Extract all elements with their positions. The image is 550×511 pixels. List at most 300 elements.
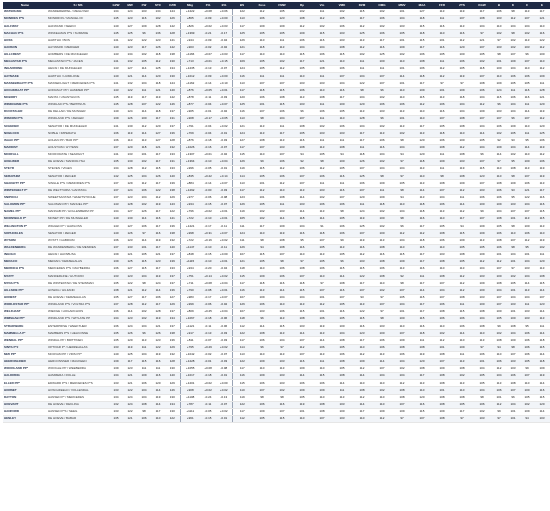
value-cell: 103 <box>452 158 472 165</box>
value-cell: 97 <box>452 416 472 423</box>
value-cell: 97 <box>392 158 412 165</box>
table-row[interactable] <box>3 166 550 173</box>
value-cell: 114 <box>151 401 165 408</box>
value-cell: 111 <box>137 366 151 373</box>
value-cell: +961 <box>180 416 200 423</box>
table-row[interactable] <box>3 80 550 87</box>
value-cell: 128 <box>165 137 180 144</box>
column-header[interactable]: FMW <box>272 2 292 9</box>
value-cell: 106 <box>272 273 292 280</box>
value-cell: 118 <box>252 280 272 287</box>
column-header[interactable]: F% <box>200 2 216 9</box>
pedigree-cell: HOLSTIUM / HYTENN <box>47 144 109 151</box>
value-cell: 135 <box>109 337 123 344</box>
value-cell: 130 <box>123 216 137 223</box>
value-cell: 113 <box>432 9 452 16</box>
column-header[interactable]: BS <box>232 2 252 9</box>
value-cell: 126 <box>123 230 137 237</box>
value-cell: 109 <box>452 237 472 244</box>
table-row[interactable] <box>3 123 550 130</box>
column-header[interactable]: STC <box>151 2 165 9</box>
table-row[interactable] <box>3 116 550 123</box>
value-cell: 121 <box>312 58 332 65</box>
table-row[interactable] <box>3 223 550 230</box>
column-header[interactable]: ZTS <box>452 2 472 9</box>
value-cell: 107 <box>292 180 312 187</box>
value-cell: 119 <box>312 323 332 330</box>
pedigree-cell: DE HOEVE / DEKLINA <box>47 401 109 408</box>
value-cell: +0.02 <box>216 273 232 280</box>
value-cell: 115 <box>452 308 472 315</box>
value-cell: 111 <box>372 187 392 194</box>
value-cell: +722 <box>180 216 200 223</box>
value-cell: 110 <box>452 130 472 137</box>
table-row[interactable] <box>3 158 550 165</box>
value-cell: 108 <box>432 401 452 408</box>
table-row[interactable] <box>3 144 550 151</box>
value-cell: 111 <box>312 116 332 123</box>
value-cell: 110 <box>412 387 432 394</box>
column-header[interactable]: KGW <box>472 2 492 9</box>
value-cell: 97 <box>372 294 392 301</box>
bull-name-cell: SERAPHIM <box>3 173 47 180</box>
value-cell: 127 <box>151 130 165 137</box>
table-row[interactable] <box>3 87 550 94</box>
value-cell: 140 <box>165 244 180 251</box>
value-cell: +787 <box>180 401 200 408</box>
value-cell: -0.07 <box>216 66 232 73</box>
value-cell: 113 <box>452 358 472 365</box>
table-row[interactable] <box>3 316 550 323</box>
value-cell: 104 <box>392 208 412 215</box>
value-cell: 96 <box>137 30 151 37</box>
table-row[interactable] <box>3 201 550 208</box>
value-cell: 103 <box>292 80 312 87</box>
value-cell: 96 <box>292 108 312 115</box>
value-cell: 113 <box>312 251 332 258</box>
value-cell: 106 <box>520 330 534 337</box>
value-cell: +0.14 <box>200 273 216 280</box>
value-cell: 129 <box>165 380 180 387</box>
value-cell: 101 <box>506 216 520 223</box>
table-row[interactable] <box>3 380 550 387</box>
value-cell: -0.03 <box>216 187 232 194</box>
table-row[interactable] <box>3 258 550 265</box>
value-cell: +713 <box>180 58 200 65</box>
value-cell: 118 <box>232 316 252 323</box>
value-cell: 95 <box>520 323 534 330</box>
value-cell: 115 <box>272 416 292 423</box>
value-cell: 117 <box>412 258 432 265</box>
value-cell: 114 <box>534 308 550 315</box>
table-row[interactable] <box>3 216 550 223</box>
bull-name-cell: HAYMAKE <box>3 73 47 80</box>
value-cell: 117 <box>332 94 352 101</box>
table-row[interactable] <box>3 101 550 108</box>
value-cell: 111 <box>534 323 550 330</box>
value-cell: 122 <box>123 408 137 415</box>
value-cell: 123 <box>472 173 492 180</box>
value-cell: +1399 <box>180 30 200 37</box>
value-cell: 122 <box>151 344 165 351</box>
table-row[interactable] <box>3 194 550 201</box>
pedigree-cell: WINKELMAN P*S / SUMMOE <box>47 30 109 37</box>
table-row[interactable] <box>3 408 550 415</box>
table-row[interactable] <box>3 416 550 423</box>
value-cell: 138 <box>165 51 180 58</box>
value-cell: 105 <box>312 244 332 251</box>
value-cell: 108 <box>272 237 292 244</box>
value-cell: 94 <box>392 194 412 201</box>
value-cell: 102 <box>252 208 272 215</box>
table-row[interactable] <box>3 351 550 358</box>
value-cell: 108 <box>372 258 392 265</box>
value-cell: +0.04 <box>216 280 232 287</box>
value-cell: 121 <box>472 37 492 44</box>
value-cell: 102 <box>392 366 412 373</box>
value-cell: 109 <box>272 23 292 30</box>
value-cell: 112 <box>392 230 412 237</box>
value-cell: 114 <box>534 351 550 358</box>
table-row[interactable] <box>3 37 550 44</box>
value-cell: 121 <box>520 187 534 194</box>
value-cell: +751 <box>180 273 200 280</box>
value-cell: 133 <box>109 380 123 387</box>
value-cell: 105 <box>272 9 292 16</box>
value-cell: +0.04 <box>216 308 232 315</box>
value-cell: 96 <box>506 116 520 123</box>
table-row[interactable] <box>3 273 550 280</box>
table-row[interactable] <box>3 151 550 158</box>
value-cell: 117 <box>151 180 165 187</box>
table-row[interactable] <box>3 44 550 51</box>
value-cell: 101 <box>137 151 151 158</box>
table-row[interactable] <box>3 237 550 244</box>
value-cell: 102 <box>312 194 332 201</box>
value-cell: 100 <box>372 230 392 237</box>
value-cell: 117 <box>151 116 165 123</box>
value-cell: 134 <box>109 166 123 173</box>
table-row[interactable] <box>3 330 550 337</box>
value-cell: 115 <box>272 101 292 108</box>
value-cell: 118 <box>292 216 312 223</box>
value-cell: 121 <box>232 44 252 51</box>
bull-name-cell: STRADWARE <box>3 323 47 330</box>
value-cell: 107 <box>432 358 452 365</box>
table-row[interactable] <box>3 337 550 344</box>
value-cell: 104 <box>472 266 492 273</box>
column-header[interactable]: B <box>492 2 506 9</box>
table-row[interactable] <box>3 58 550 65</box>
value-cell: 102 <box>492 30 506 37</box>
value-cell: 117 <box>412 308 432 315</box>
bull-name-cell: MYDA P*S <box>3 280 47 287</box>
value-cell: 129 <box>123 180 137 187</box>
value-cell: 112 <box>151 58 165 65</box>
column-header[interactable]: FFR <box>432 2 452 9</box>
value-cell: 118 <box>352 151 372 158</box>
value-cell: 98 <box>272 394 292 401</box>
value-cell: 112 <box>137 287 151 294</box>
value-cell: 108 <box>292 16 312 23</box>
table-row[interactable] <box>3 187 550 194</box>
value-cell: 117 <box>232 87 252 94</box>
value-cell: 116 <box>352 323 372 330</box>
table-row[interactable] <box>3 294 550 301</box>
value-cell: 142 <box>109 173 123 180</box>
value-cell: 119 <box>232 394 252 401</box>
table-row[interactable] <box>3 108 550 115</box>
value-cell: 103 <box>332 130 352 137</box>
value-cell: +1012 <box>180 73 200 80</box>
column-header[interactable]: OMG <box>372 2 392 9</box>
value-cell: 101 <box>252 101 272 108</box>
table-row[interactable] <box>3 51 550 58</box>
value-cell: +1111 <box>180 408 200 415</box>
value-cell: 119 <box>534 166 550 173</box>
value-cell: -0.07 <box>216 144 232 151</box>
column-header[interactable]: DZM <box>352 2 372 9</box>
value-cell: 113 <box>352 108 372 115</box>
value-cell: 145 <box>109 30 123 37</box>
value-cell: 129 <box>165 344 180 351</box>
value-cell: +1026 <box>180 144 200 151</box>
value-cell: 121 <box>534 94 550 101</box>
value-cell: 104 <box>392 358 412 365</box>
bull-name-cell: HOCHKRAAT PP* <box>3 87 47 94</box>
value-cell: 133 <box>165 151 180 158</box>
value-cell: 112 <box>137 123 151 130</box>
value-cell: 104 <box>392 237 412 244</box>
column-header[interactable]: Mkg <box>180 2 200 9</box>
value-cell: -0.06 <box>216 323 232 330</box>
table-row[interactable] <box>3 394 550 401</box>
column-header[interactable]: Name <box>3 2 47 9</box>
column-header[interactable]: MMV <box>392 2 412 9</box>
table-row[interactable] <box>3 266 550 273</box>
value-cell: 117 <box>252 223 272 230</box>
column-header[interactable]: Rp <box>292 2 312 9</box>
value-cell: 119 <box>452 9 472 16</box>
table-row[interactable] <box>3 301 550 308</box>
value-cell: 97 <box>506 266 520 273</box>
value-cell: 107 <box>312 416 332 423</box>
table-row[interactable] <box>3 66 550 73</box>
value-cell: 116 <box>312 37 332 44</box>
value-cell: +0.02 <box>216 237 232 244</box>
table-row[interactable] <box>3 308 550 315</box>
value-cell: 108 <box>272 244 292 251</box>
column-header[interactable]: C <box>520 2 534 9</box>
value-cell: 117 <box>472 9 492 16</box>
value-cell: 113 <box>292 94 312 101</box>
value-cell: 103 <box>472 416 492 423</box>
value-cell: 91 <box>312 223 332 230</box>
value-cell: 143 <box>109 66 123 73</box>
value-cell: 110 <box>252 37 272 44</box>
value-cell: 111 <box>332 387 352 394</box>
value-cell: 109 <box>272 223 292 230</box>
value-cell: 134 <box>109 9 123 16</box>
value-cell: 101 <box>492 251 506 258</box>
value-cell: 115 <box>137 258 151 265</box>
table-row[interactable] <box>3 287 550 294</box>
table-row[interactable] <box>3 94 550 101</box>
table-row[interactable] <box>3 23 550 30</box>
column-header[interactable]: MW <box>123 2 137 9</box>
value-cell: 112 <box>534 44 550 51</box>
value-cell: 116 <box>232 373 252 380</box>
value-cell: -0.15 <box>200 251 216 258</box>
column-header[interactable]: CZW <box>165 2 180 9</box>
value-cell: 101 <box>292 408 312 415</box>
table-row[interactable] <box>3 137 550 144</box>
value-cell: 108 <box>372 273 392 280</box>
value-cell: 120 <box>352 194 372 201</box>
value-cell: 120 <box>412 151 432 158</box>
table-row[interactable] <box>3 366 550 373</box>
pedigree-cell: SENATOR / ZEIGER <box>47 230 109 237</box>
value-cell: 110 <box>252 230 272 237</box>
value-cell: 113 <box>272 44 292 51</box>
table-row[interactable] <box>3 9 550 16</box>
value-cell: -0.18 <box>200 316 216 323</box>
value-cell: 114 <box>292 373 312 380</box>
value-cell: 106 <box>506 73 520 80</box>
table-row[interactable] <box>3 323 550 330</box>
value-cell: 95 <box>292 237 312 244</box>
value-cell: 116 <box>412 216 432 223</box>
value-cell: -0.01 <box>216 130 232 137</box>
bull-name-cell: WINDCHIME P*S <box>3 101 47 108</box>
value-cell: 119 <box>534 173 550 180</box>
value-cell: 112 <box>452 187 472 194</box>
bull-name-cell: MYATT <box>3 273 47 280</box>
value-cell: 124 <box>123 9 137 16</box>
value-cell: 104 <box>137 194 151 201</box>
table-row[interactable] <box>3 244 550 251</box>
table-row[interactable] <box>3 344 550 351</box>
table-row[interactable] <box>3 358 550 365</box>
value-cell: 136 <box>109 137 123 144</box>
table-row[interactable] <box>3 387 550 394</box>
value-cell: 104 <box>392 373 412 380</box>
value-cell: 110 <box>392 94 412 101</box>
table-row[interactable] <box>3 280 550 287</box>
table-row[interactable] <box>3 373 550 380</box>
value-cell: 143 <box>109 87 123 94</box>
value-cell: 114 <box>151 287 165 294</box>
value-cell: 116 <box>332 87 352 94</box>
value-cell: 106 <box>272 266 292 273</box>
table-row[interactable] <box>3 230 550 237</box>
table-row[interactable] <box>3 130 550 137</box>
column-header[interactable]: GZW <box>109 2 123 9</box>
value-cell: 106 <box>520 351 534 358</box>
table-row[interactable] <box>3 73 550 80</box>
value-cell: 107 <box>372 80 392 87</box>
value-cell: 109 <box>292 366 312 373</box>
bull-name-cell: HEERONLINER <box>3 358 47 365</box>
column-header[interactable]: MAA <box>412 2 432 9</box>
value-cell: 100 <box>520 223 534 230</box>
value-cell: 137 <box>165 123 180 130</box>
value-cell: 98 <box>506 9 520 16</box>
value-cell: 106 <box>432 316 452 323</box>
column-header[interactable]: S / MS <box>47 2 109 9</box>
column-header[interactable]: Fess <box>252 2 272 9</box>
table-row[interactable] <box>3 180 550 187</box>
value-cell: -0.02 <box>216 44 232 51</box>
value-cell: 103 <box>520 266 534 273</box>
value-cell: 140 <box>109 44 123 51</box>
table-row[interactable] <box>3 173 550 180</box>
value-cell: 119 <box>352 237 372 244</box>
column-header[interactable]: E <box>534 2 550 9</box>
value-cell: 106 <box>432 201 452 208</box>
value-cell: 116 <box>520 87 534 94</box>
pedigree-cell: HAWTHU / BOS <box>47 37 109 44</box>
value-cell: +0.01 <box>216 258 232 265</box>
pedigree-cell: HEGSI / DE MUNGELER <box>47 66 109 73</box>
value-cell: 115 <box>534 394 550 401</box>
value-cell: +977 <box>180 194 200 201</box>
value-cell: 107 <box>506 351 520 358</box>
value-cell: 117 <box>232 366 252 373</box>
value-cell: 106 <box>312 108 332 115</box>
value-cell: 112 <box>472 101 492 108</box>
value-cell: 97 <box>137 230 151 237</box>
value-cell: -0.13 <box>200 66 216 73</box>
value-cell: 114 <box>137 66 151 73</box>
value-cell: 143 <box>109 51 123 58</box>
value-cell: +0.10 <box>216 80 232 87</box>
value-cell: 129 <box>165 301 180 308</box>
value-cell: 97 <box>492 37 506 44</box>
value-cell: 103 <box>272 144 292 151</box>
value-cell: 105 <box>492 316 506 323</box>
value-cell: 131 <box>165 158 180 165</box>
value-cell: 106 <box>392 101 412 108</box>
value-cell: +0.00 <box>216 380 232 387</box>
value-cell: 110 <box>520 123 534 130</box>
table-row[interactable] <box>3 251 550 258</box>
value-cell: 101 <box>252 194 272 201</box>
value-cell: 113 <box>312 351 332 358</box>
table-row[interactable] <box>3 30 550 37</box>
value-cell: 114 <box>292 208 312 215</box>
value-cell: 104 <box>520 273 534 280</box>
value-cell: 133 <box>109 408 123 415</box>
column-header[interactable]: K <box>506 2 520 9</box>
table-row[interactable] <box>3 401 550 408</box>
value-cell: 115 <box>292 51 312 58</box>
value-cell: 115 <box>412 23 432 30</box>
value-cell: 110 <box>372 280 392 287</box>
value-cell: 106 <box>332 230 352 237</box>
value-cell: -0.03 <box>216 137 232 144</box>
column-header[interactable]: E% <box>216 2 232 9</box>
table-row[interactable] <box>3 16 550 23</box>
value-cell: 123 <box>123 273 137 280</box>
value-cell: 120 <box>452 44 472 51</box>
column-header[interactable]: VMK <box>332 2 352 9</box>
table-row[interactable] <box>3 208 550 215</box>
value-cell: 106 <box>332 223 352 230</box>
column-header[interactable]: Vm <box>312 2 332 9</box>
value-cell: 110 <box>272 301 292 308</box>
column-header[interactable]: FW <box>137 2 151 9</box>
